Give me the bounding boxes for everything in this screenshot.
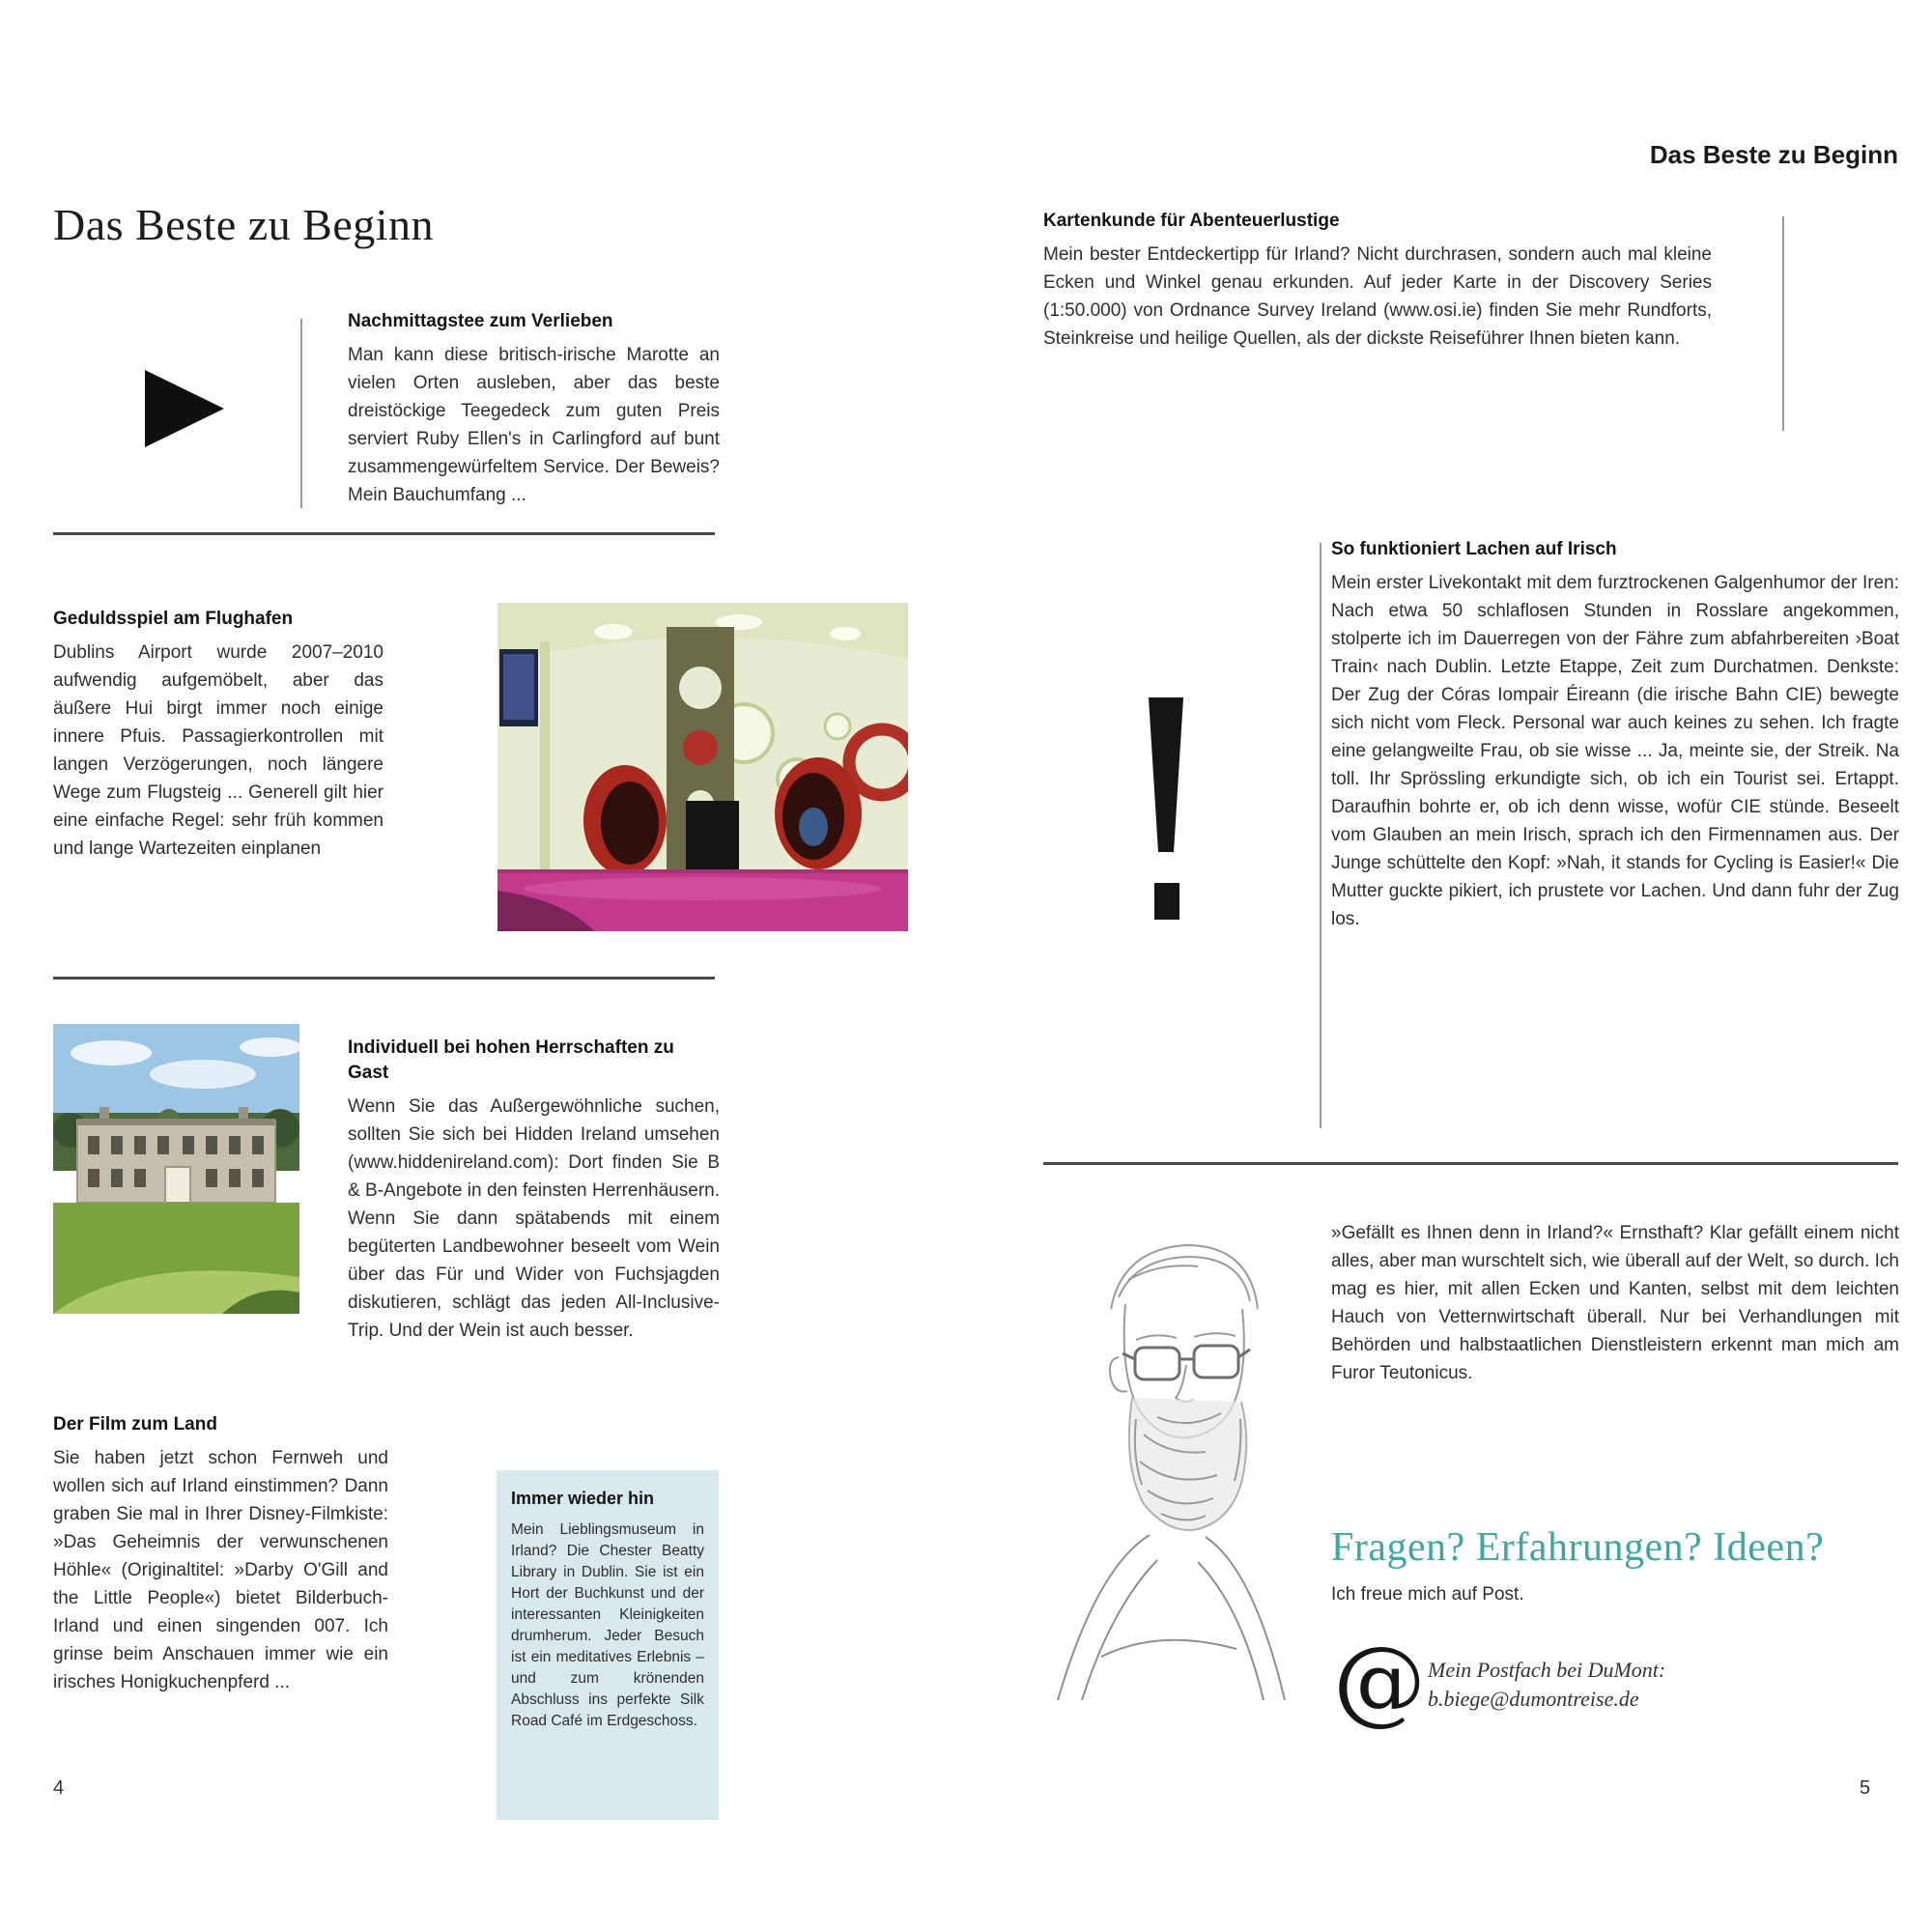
- divider-1: [53, 532, 715, 535]
- airport-photo: [497, 603, 908, 931]
- manor-heading: Individuell bei hohen Herrschaften zu Gast: [348, 1037, 674, 1083]
- divider-2: [53, 977, 715, 980]
- mail-block: [1428, 1656, 1853, 1714]
- at-icon: @: [1333, 1627, 1426, 1735]
- quote-body: »Gefällt es Ihnen denn in Irland?« Ernsthaft? Klar gefällt einem nicht alles, aber man wurschtelt sich, wie überall auf der Welt, so durch. Ich mag es hier, mit allen Ecken und Kanten, selbst mit dem leichten Hauch von Vetternwirtschaft überall. Nur bei Verhandlungen mit Behörden und halbstaatlichen Dienstleistern erkennt man mich am Furor Teutonicus.: [1331, 1223, 1899, 1383]
- laugh-heading: So funktioniert Lachen auf Irisch: [1331, 539, 1617, 559]
- laugh-body: Mein erster Livekontakt mit dem furztrockenen Galgenhumor der Iren: Nach etwa 50 schlaflosen Stunden in Rosslare angekommen, stolperte ich im Dauerregen von der Fähre zum abfahrbereiten ›Boat Train‹ nach Dublin. Letzte Etappe, Zeit zum Durchatmen. Denkste: Der Zug der Córas Iompair Éireann (die irische Bahn CIE) bewegte sich nicht vom Fleck. Personal war auch keines zu sehen. Ich fragte eine gelangweilte Frau, ob sie wisse ... Ja, meinte sie, der Streik. Na toll. Ihr Sprössling erkundigte sich, ob ich ein Tourist sei. Ertappt. Daraufhin bohrte er, ob ich denn wisse, wofür CIE stünde. Beseelt vom Glauben an mein Irisch, sprach ich den Firmennamen aus. Der Junge schüttelte den Kopf: »Nah, it stands for Cycling is Easier!« Die Mutter guckte pikiert, ich prustete vor Lachen. Und dann fuhr der Zug los.: [1331, 573, 1899, 929]
- mail-label: Mein Postfach bei DuMont:: [1428, 1658, 1666, 1682]
- tea-section: [348, 309, 720, 509]
- tip-box-body: Mein Lieblingsmuseum in Irland? Die Chester Beatty Library in Dublin. Sie ist ein Hort der Buchkunst und der interessanten Kleinigkeiten drumherum. Jeder Besuch ist ein meditatives Erlebnis – und zum krönenden Abschluss ins perfekte Silk Road Café im Erdgeschoss.: [511, 1521, 704, 1729]
- laugh-vertical-rule: [1320, 543, 1321, 1128]
- film-heading: Der Film zum Land: [53, 1414, 217, 1435]
- tea-body: Man kann diese britisch-irische Marotte an vielen Orten ausleben, aber das beste dreistöckige Teegedeck zum guten Preis serviert Ruby Ellen's in Carlingford auf bunt zusammengewürfeltem Service. Der Beweis? Mein Bauchumfang ...: [348, 345, 720, 505]
- manor-photo-art: [53, 1024, 299, 1314]
- contact-heading: Fragen? Erfahrungen? Ideen?: [1331, 1525, 1825, 1570]
- tip-box: [497, 1470, 719, 1820]
- mail-address: b.biege@dumontreise.de: [1428, 1687, 1639, 1711]
- page-number-left: 4: [53, 1777, 65, 1799]
- laugh-section: [1331, 537, 1899, 933]
- page-number-right: 5: [1860, 1777, 1871, 1799]
- manor-section: [348, 1036, 720, 1345]
- maps-section: [1043, 209, 1712, 353]
- airport-heading: Geduldsspiel am Flughafen: [53, 609, 294, 629]
- running-header: Das Beste zu Beginn: [1649, 140, 1898, 169]
- exclamation-icon: [1145, 697, 1187, 924]
- chapter-title: Das Beste zu Beginn: [53, 200, 435, 249]
- divider-3: [1043, 1162, 1898, 1165]
- maps-vertical-rule: [1782, 216, 1784, 431]
- portrait-sketch: [1043, 1212, 1299, 1700]
- tea-vertical-rule: [300, 319, 302, 508]
- maps-body: Mein bester Entdeckertipp für Irland? Nicht durchrasen, sondern auch mal kleine Ecken und Winkel genau erkunden. Auf jeder Karte in der Discovery Series (1:50.000) von Ordnance Survey Ireland (www.osi.ie) finden Sie mehr Rundforts, Steinkreise und heilige Quellen, als der dickste Reiseführer Ihnen bieten kann.: [1043, 244, 1712, 349]
- airport-body: Dublins Airport wurde 2007–2010 aufwendig aufgemöbelt, aber das äußere Hui birgt immer noch einige innere Pfuis. Passagierkontrollen mit langen Verzögerungen, noch längere Wege zum Flugsteig ... Generell gilt hier eine einfache Regel: sehr früh kommen und lange Wartezeiten einplanen: [53, 642, 384, 859]
- film-body: Sie haben jetzt schon Fernweh und wollen sich auf Irland einstimmen? Dann graben Sie mal in Ihrer Disney-Filmkiste: »Das Geheimnis der verwunschenen Höhle« (Originaltitel: »Darby O'Gill and the Little People«) bietet Bilderbuch-Irland und einen singenden 007. Ich grinse beim Anschauen immer wie ein irisches Honigkuchenpferd ...: [53, 1448, 388, 1692]
- exclamation-art: [1145, 697, 1187, 924]
- arrow-icon: [145, 370, 224, 447]
- maps-heading: Kartenkunde für Abenteuerlustige: [1043, 211, 1340, 231]
- airport-section: [53, 607, 384, 863]
- contact-line: Ich freue mich auf Post.: [1331, 1584, 1524, 1605]
- airport-photo-art: [497, 603, 908, 931]
- tip-box-heading: Immer wieder hin: [511, 1489, 655, 1508]
- portrait-sketch-art: [1043, 1212, 1299, 1700]
- film-section: [53, 1412, 388, 1696]
- manor-body: Wenn Sie das Außergewöhnliche suchen, sollten Sie sich bei Hidden Ireland umsehen (www.hiddenireland.com): Dort finden Sie B & B-Angebote in den feinsten Herrenhäusern. Wenn Sie dann spätabends mit einem begüterten Landbewohner beseelt vom Wein über das Für und Wider von Fuchsjagden diskutieren, schlägt das jeden All-Inclusive-Trip. Und der Wein ist auch besser.: [348, 1096, 720, 1341]
- manor-photo: [53, 1024, 299, 1314]
- tea-heading: Nachmittagstee zum Verlieben: [348, 311, 613, 331]
